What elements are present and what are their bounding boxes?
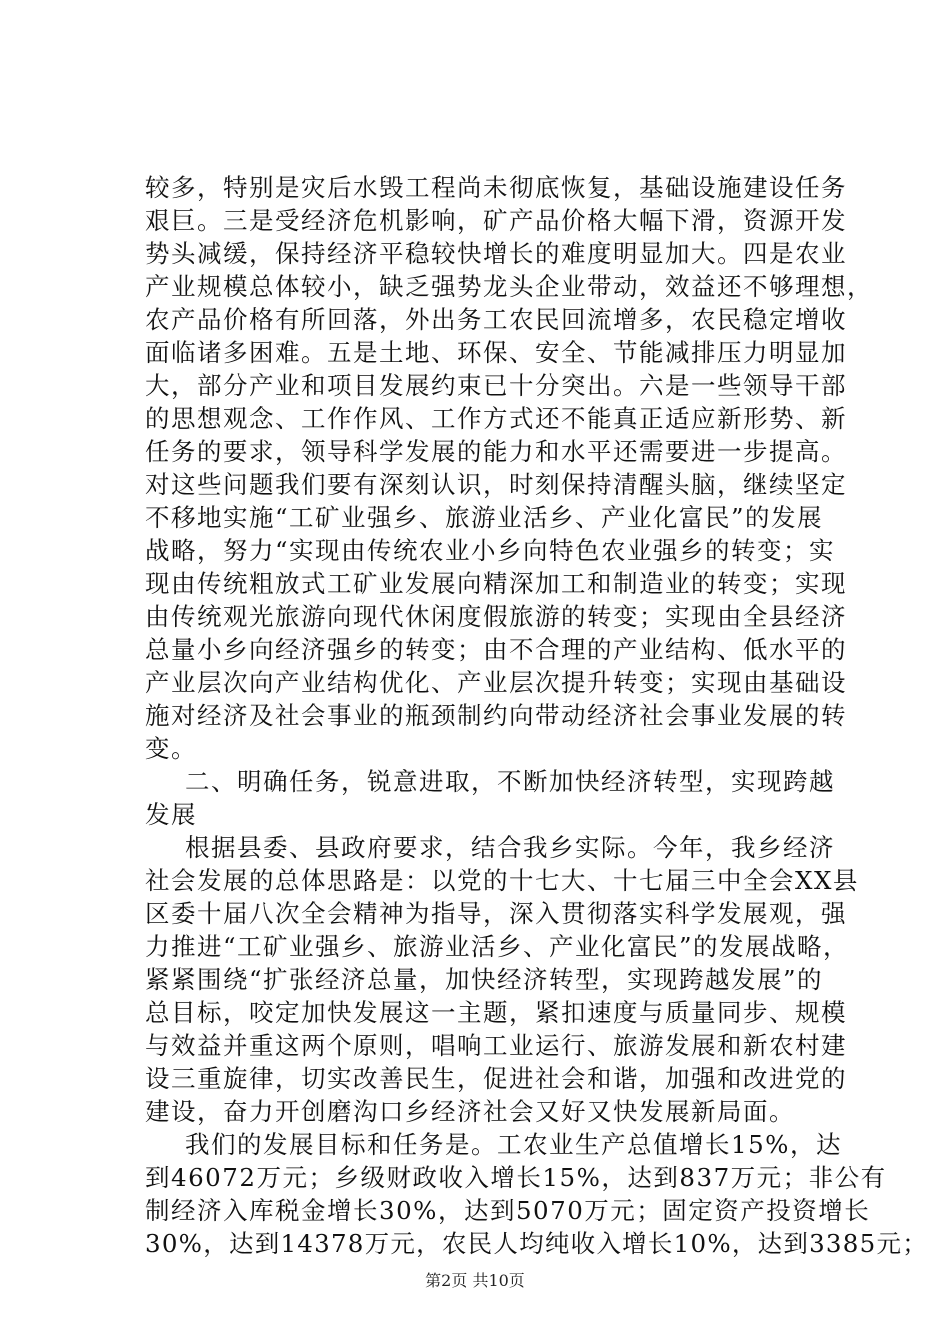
text-line: 势头减缓，保持经济平稳较快增长的难度明显加大。四是农业 [145, 239, 847, 268]
paragraph-start: 我们的发展目标和任务是。工农业生产总值增长15%，达 [185, 1130, 842, 1159]
text-line: 变。 [145, 734, 197, 763]
text-line: 建设，奋力开创磨沟口乡经济社会又好又快发展新局面。 [145, 1097, 795, 1126]
text-line: 30%，达到14378万元，农民人均纯收入增长10%，达到3385元； [145, 1229, 928, 1258]
text-line: 总量小乡向经济强乡的转变；由不合理的产业结构、低水平的 [145, 635, 847, 664]
text-line: 艰巨。三是受经济危机影响，矿产品价格大幅下滑，资源开发 [145, 206, 847, 235]
text-line: 与效益并重这两个原则，唱响工业运行、旅游发展和新农村建 [145, 1031, 847, 1060]
text-line: 设三重旋律，切实改善民生，促进社会和谐，加强和改进党的 [145, 1064, 847, 1093]
text-line: 社会发展的总体思路是：以党的十七大、十七届三中全会XX县 [145, 866, 859, 895]
text-line: 大，部分产业和项目发展约束已十分突出。六是一些领导干部 [145, 371, 847, 400]
text-line: 的思想观念、工作作风、工作方式还不能真正适应新形势、新 [145, 404, 847, 433]
text-line: 不移地实施“工矿业强乡、旅游业活乡、产业化富民”的发展 [145, 503, 824, 532]
text-line: 较多，特别是灾后水毁工程尚未彻底恢复，基础设施建设任务 [145, 173, 847, 202]
text-line: 力推进“工矿业强乡、旅游业活乡、产业化富民”的发展战略， [145, 932, 850, 961]
text-line: 到46072万元；乡级财政收入增长15%，达到837万元；非公有 [145, 1163, 887, 1192]
text-line: 紧紧围绕“扩张经济总量，加快经济转型，实现跨越发展”的 [145, 965, 824, 994]
text-line: 产业层次向产业结构优化、产业层次提升转变；实现由基础设 [145, 668, 847, 697]
text-line: 总目标，咬定加快发展这一主题，紧扣速度与质量同步、规模 [145, 998, 847, 1027]
text-line: 产业规模总体较小，缺乏强势龙头企业带动，效益还不够理想， [145, 272, 873, 301]
text-line: 农产品价格有所回落，外出务工农民回流增多，农民稳定增收 [145, 305, 847, 334]
text-line: 现由传统粗放式工矿业发展向精深加工和制造业的转变；实现 [145, 569, 847, 598]
section-heading: 二、明确任务，锐意进取，不断加快经济转型，实现跨越 [185, 767, 835, 796]
text-line: 战略，努力“实现由传统农业小乡向特色农业强乡的转变；实 [145, 536, 836, 565]
page-number-footer: 第2页 共10页 [425, 1271, 525, 1290]
paragraph-start: 根据县委、县政府要求，结合我乡实际。今年，我乡经济 [185, 833, 835, 862]
section-heading-continued: 发展 [145, 800, 197, 829]
text-line: 制经济入库税金增长30%，达到5070万元；固定资产投资增长 [145, 1196, 871, 1225]
text-line: 任务的要求，领导科学发展的能力和水平还需要进一步提高。 [145, 437, 847, 466]
text-line: 由传统观光旅游向现代休闲度假旅游的转变；实现由全县经济 [145, 602, 847, 631]
text-line: 对这些问题我们要有深刻认识，时刻保持清醒头脑，继续坚定 [145, 470, 847, 499]
text-line: 施对经济及社会事业的瓶颈制约向带动经济社会事业发展的转 [145, 701, 847, 730]
text-line: 区委十届八次全会精神为指导，深入贯彻落实科学发展观，强 [145, 899, 847, 928]
text-line: 面临诸多困难。五是土地、环保、安全、节能减排压力明显加 [145, 338, 847, 367]
